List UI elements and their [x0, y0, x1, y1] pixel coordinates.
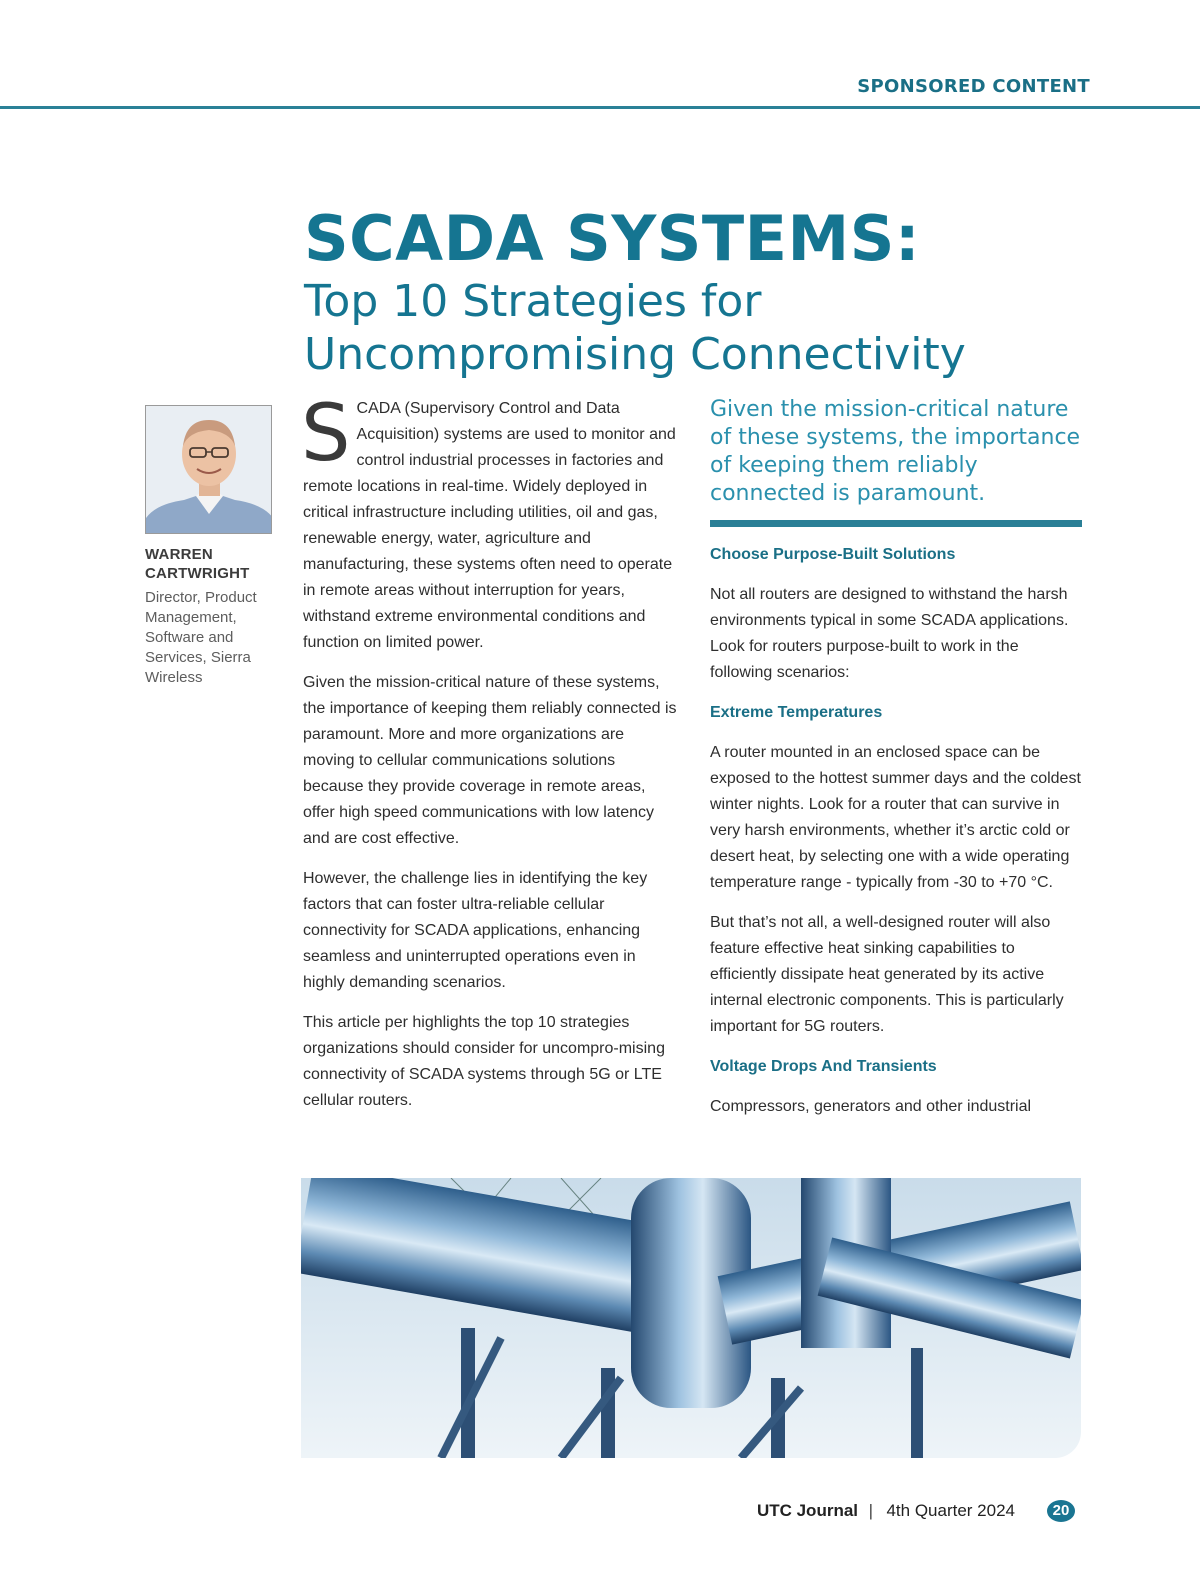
header-divider	[0, 106, 1200, 109]
author-role: Director, Product Management, Software and Services, Sierra Wireless	[145, 589, 257, 686]
article-title: SCADA SYSTEMS:	[304, 202, 921, 275]
page-footer	[0, 1500, 1200, 1524]
subheading: Extreme Temperatures	[710, 704, 883, 721]
pipeline-photo	[301, 1178, 1081, 1458]
pull-quote-rule	[710, 520, 1082, 527]
drop-cap: S	[301, 389, 351, 479]
footer-journal: UTC Journal	[756, 1501, 858, 1520]
subheading: Choose Purpose-Built Solutions	[710, 546, 956, 563]
intro-paragraph	[301, 389, 679, 656]
pull-quote: Given the mission-critical nature of these systems, the importance of keeping them reliably connected is paramount.	[710, 397, 1081, 506]
page-number: 20	[1047, 1500, 1075, 1522]
author-portrait-drawing	[146, 406, 272, 534]
article-right-column	[710, 396, 1082, 1134]
body-paragraph: However, the challenge lies in identifying the key factors that can foster ultra-reliable cellular connectivity for SCADA applications, enhancing seamless and uninterrupted operations even in highly demanding scenarios.	[303, 870, 648, 991]
body-paragraph: Not all routers are designed to withstand the harsh environments typical in some SCADA applications. Look for routers purpose-built to work in the following scenarios:	[710, 586, 1069, 681]
author-name: WARREN CARTWRIGHT	[145, 546, 250, 582]
article-left-column	[301, 389, 679, 1128]
pipeline-illustration	[301, 1178, 1081, 1458]
footer-issue: 4th Quarter 2024	[886, 1501, 1015, 1520]
body-paragraph: Compressors, generators and other industrial	[710, 1098, 1032, 1115]
section-label: SPONSORED CONTENT	[857, 76, 1090, 97]
body-paragraph: Given the mission-critical nature of these systems, the importance of keeping them reliably connected is paramount. More and more organizations are moving to cellular communications solutions because they provide coverage in remote areas, offer high speed communications with low latency and are cost effective.	[303, 674, 677, 847]
subheading: Voltage Drops And Transients	[710, 1058, 937, 1075]
author-portrait	[145, 405, 272, 534]
body-paragraph: This article per highlights the top 10 strategies organizations should consider for uncompro-mising connectivity of SCADA systems through 5G or LTE cellular routers.	[303, 1014, 665, 1109]
body-paragraph: A router mounted in an enclosed space can be exposed to the hottest summer days and the coldest winter nights. Look for a router that can survive in very harsh environments, whether it’s arctic cold or desert heat, by selecting one with a wide operating temperature range - typically from -30 to +70 °C.	[710, 744, 1081, 891]
intro-text: CADA (Supervisory Control and Data Acquisition) systems are used to monitor and control industrial processes in factories and remote locations in real-time. Widely deployed in critical infrastructure including utilities, oil and gas, renewable energy, water, agriculture and manufacturing, these systems often need to operate in remote areas without interruption for years, withstand extreme environmental conditions and function on limited power.	[303, 400, 676, 651]
footer-separator: |	[868, 1501, 873, 1520]
article-subtitle: Top 10 Strategies for Uncompromising Connectivity	[304, 276, 966, 380]
body-paragraph: But that’s not all, a well-designed router will also feature effective heat sinking capabilities to efficiently dissipate heat generated by its active internal electronic components. This is particularly important for 5G routers.	[710, 914, 1064, 1035]
